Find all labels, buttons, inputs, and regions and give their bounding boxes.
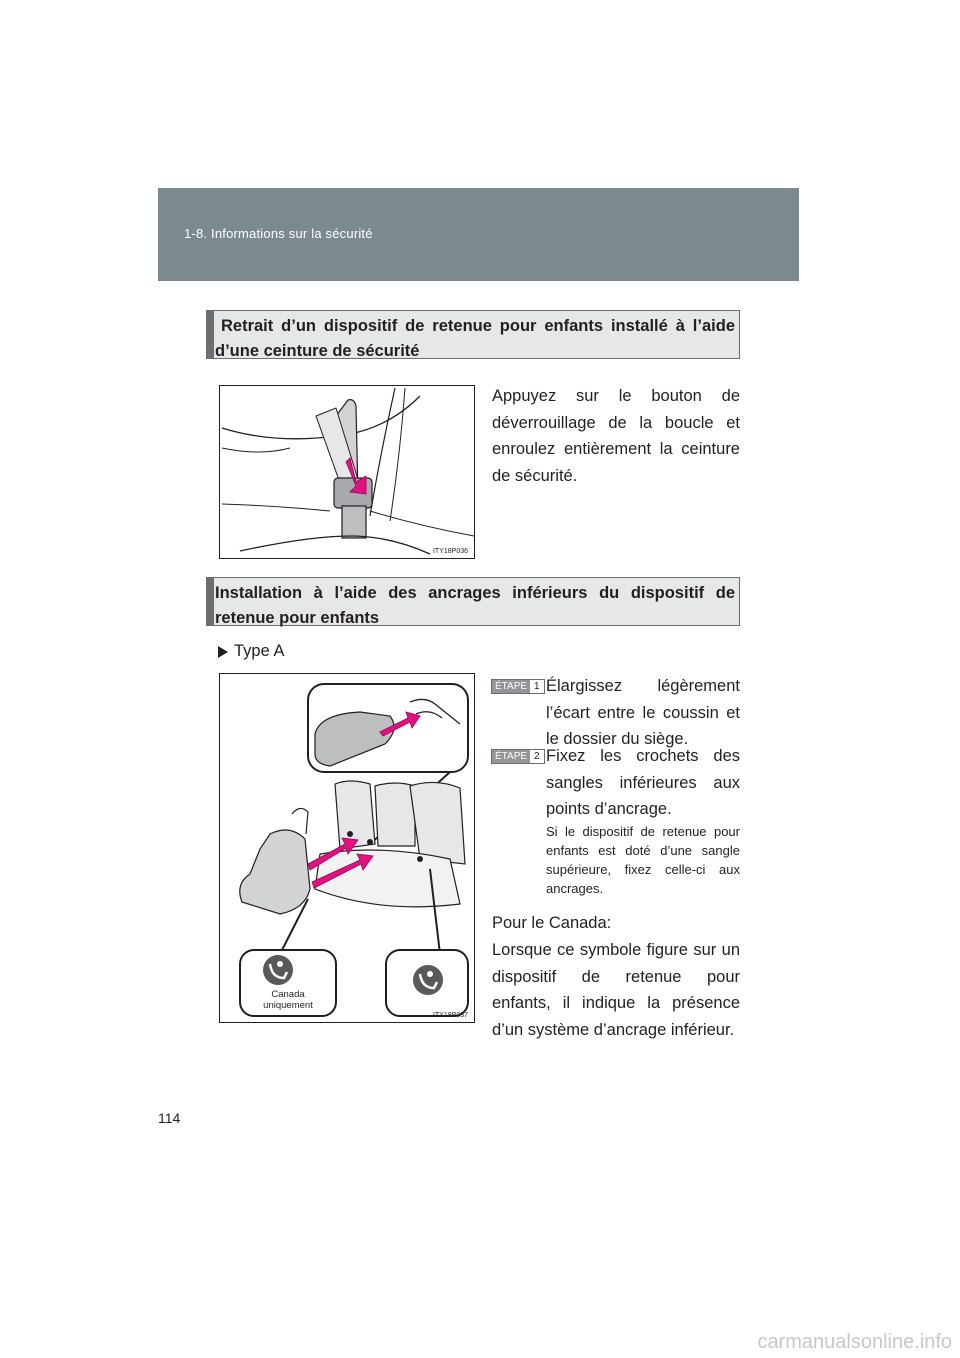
canada-only-label: Canada uniquement	[263, 989, 313, 1011]
header-band	[158, 188, 799, 281]
step-1-text: Élargissez légèrement l’écart entre le coussin et le dossier du siège.	[546, 677, 740, 748]
page-number: 114	[158, 1110, 181, 1126]
step-badge-2	[491, 749, 545, 764]
lower-anchors-illustration	[220, 674, 474, 1022]
section-title: Installation à l’aide des ancrages inférieurs du dispositif de retenue pour enfants	[215, 584, 735, 627]
section-heading-removal	[206, 310, 740, 359]
triangle-bullet-icon	[218, 646, 228, 658]
figure-lower-anchors	[219, 673, 475, 1023]
figure-code: ITY18P037	[432, 1012, 468, 1019]
step-badge-1	[491, 679, 545, 694]
step-badge-label: ÉTAPE	[492, 750, 530, 763]
canada-heading: Pour le Canada:	[492, 914, 612, 932]
removal-instructions: Appuyez sur le bouton de déverrouillage de la boucle et enroulez entièrement la ceinture de sécurité.	[492, 387, 740, 485]
type-label-text: Type A	[234, 642, 285, 660]
step-badge-label: ÉTAPE	[492, 680, 530, 693]
canada-text: Lorsque ce symbole figure sur un dispositif de retenue pour enfants, il indique la présence d’un système d’ancrage inférieur.	[492, 941, 740, 1039]
top-strap-note: Si le dispositif de retenue pour enfants est doté d’une sangle supérieure, fixez celle-ci aux ancrages.	[546, 824, 740, 896]
section-label: 1-8. Informations sur la sécurité	[184, 226, 373, 241]
type-label	[218, 642, 284, 661]
step-badge-number: 2	[530, 750, 544, 763]
step-badge-number: 1	[530, 680, 544, 693]
watermark: carmanualsonline.info	[757, 1331, 952, 1353]
figure-code: ITY18P036	[432, 548, 468, 555]
section-title: Retrait d’un dispositif de retenue pour enfants installé à l’aide d’une ceinture de sécurité	[215, 317, 735, 360]
figure-seatbelt-buckle	[219, 385, 475, 559]
section-heading-installation	[206, 577, 740, 626]
step-2-text: Fixez les crochets des sangles inférieures aux points d’ancrage.	[546, 747, 740, 818]
seatbelt-buckle-illustration	[220, 386, 474, 558]
